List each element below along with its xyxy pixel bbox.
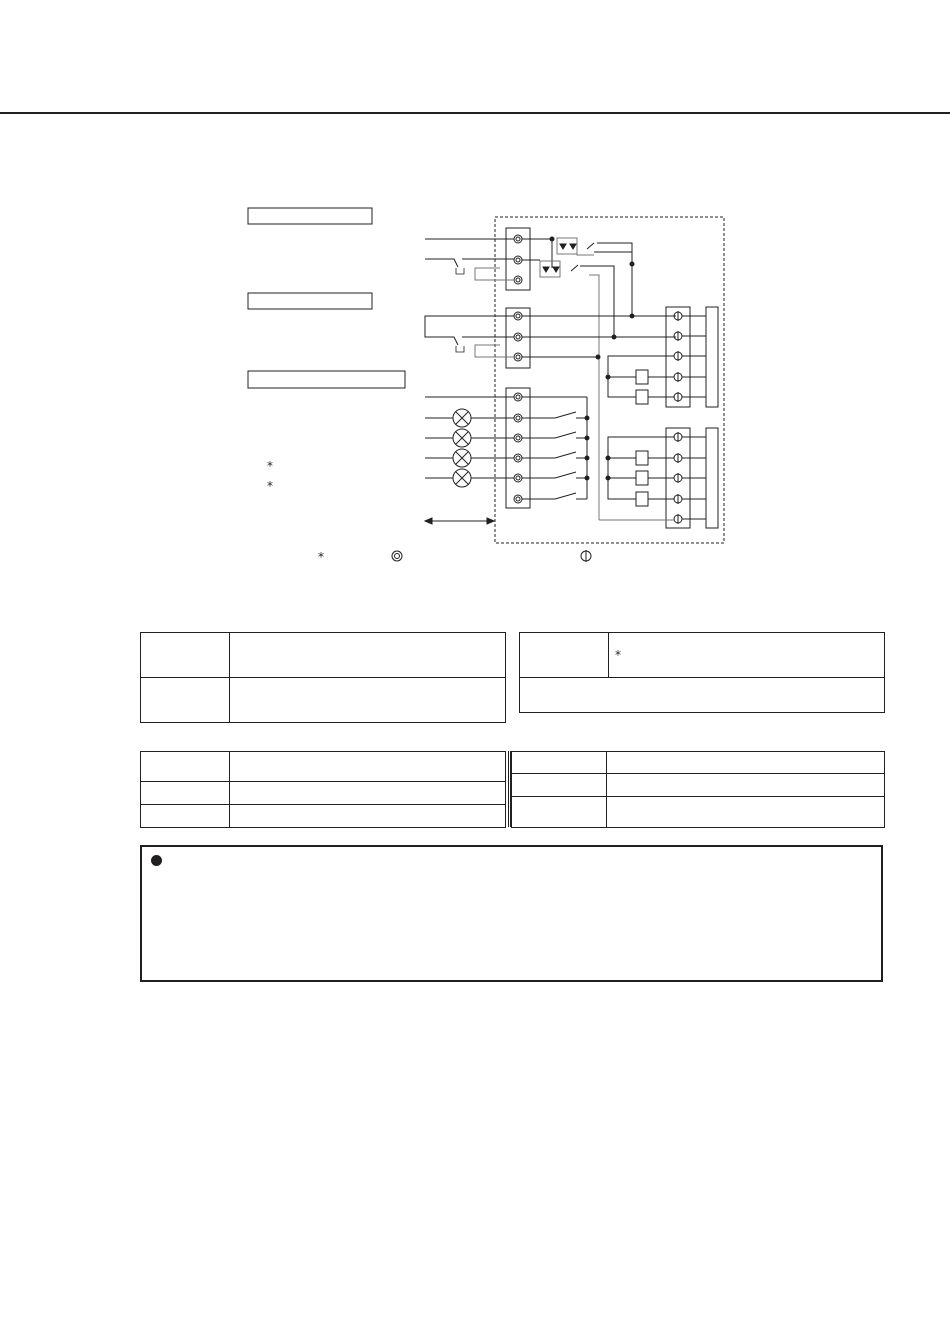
info-table-right [519,632,885,713]
spec-table-right-value [607,774,885,797]
terminal-block-1-terminals [514,235,522,284]
terminal-block-3-terminals [514,393,522,503]
label-box-2 [248,293,372,309]
legend-double-circle-icon [392,551,402,561]
spec-table-right-label [512,752,607,774]
lamp-contacts [522,412,589,499]
terminal-block-3 [506,388,530,508]
legend-asterisk: * [318,550,324,564]
spec-table-left-value [230,752,506,782]
label-box-1 [248,208,372,224]
terminal-block-2-terminals [514,312,522,361]
wiring-diagram [0,0,950,600]
info-table-right-value: * [609,633,885,678]
info-table-left [140,632,506,723]
asterisk-mark-1: * [267,459,273,473]
spec-table-left [140,751,506,828]
spec-table-right [511,751,885,828]
spec-table-left-value [230,782,506,805]
info-table-left-value [230,678,506,723]
asterisk-mark-2: * [267,479,273,493]
note-bullet-icon [151,855,162,866]
spec-table-right-label [512,774,607,797]
lamp-2 [425,429,514,447]
info-table-right-footer [520,678,885,713]
lamp-1 [425,409,514,427]
distance-arrow [425,518,494,524]
lamp-4 [425,469,514,487]
info-table-left-label [141,678,230,723]
spec-table-left-label [141,805,230,828]
spec-table-right-label [512,797,607,828]
note-box [140,845,883,982]
spec-table-right-value [607,752,885,774]
label-box-3 [248,371,405,388]
spec-table-right-value [607,797,885,828]
info-table-left-label [141,633,230,678]
legend-screw-terminal-icon [581,550,591,562]
spec-table-left-label [141,782,230,805]
info-table-left-value [230,633,506,678]
spec-table-left-label [141,752,230,782]
lamp-3 [425,449,514,467]
info-table-right-label [520,633,609,678]
spec-table-left-value [230,805,506,828]
